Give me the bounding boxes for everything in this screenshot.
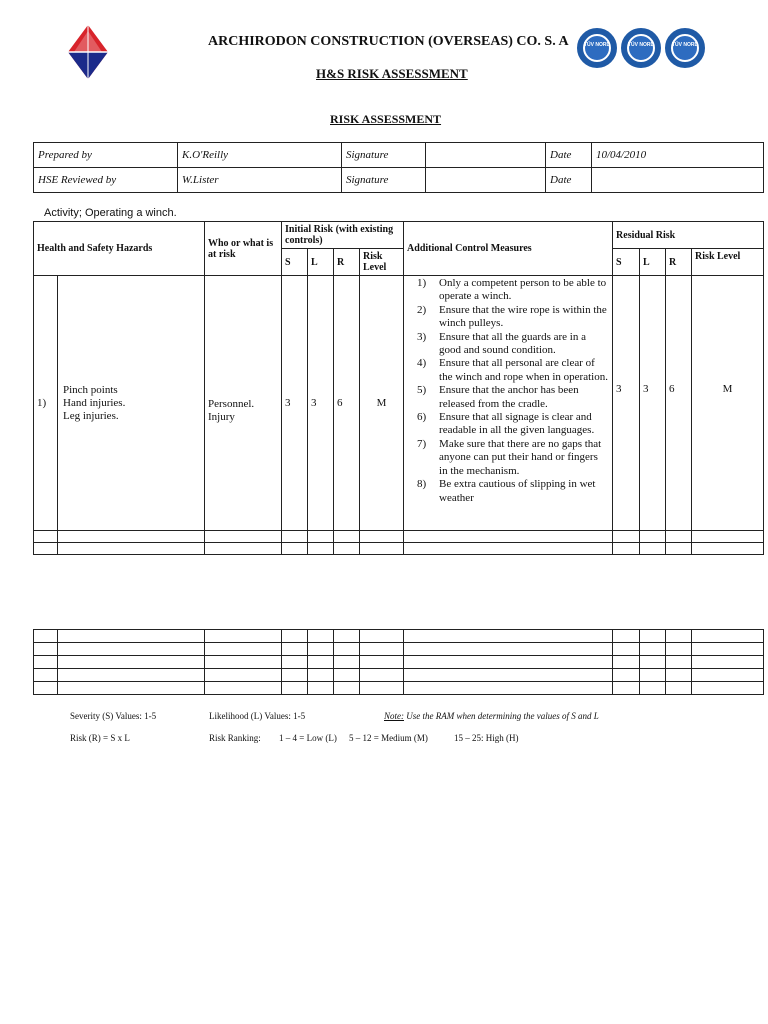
date-label: Date [546, 168, 592, 193]
cert-badge-icon: TÜV NORD [665, 28, 705, 68]
table-row [34, 531, 764, 543]
section-title: RISK ASSESSMENT [330, 112, 442, 126]
list-item: 1) Only a competent person to be able to operate a winch. [417, 277, 607, 303]
initial-risk-header: Initial Risk (with existing controls) [282, 222, 404, 249]
who-header: Who or what is at risk [205, 222, 282, 276]
hazard-item: Leg injuries. [63, 409, 119, 422]
preparation-table [33, 142, 764, 193]
date-value[interactable] [592, 168, 764, 193]
likelihood-legend: Likelihood (L) Values: 1-5 [209, 711, 306, 721]
measures-list [407, 277, 609, 505]
init-level-value: M [360, 276, 404, 531]
res-level-value: M [692, 276, 764, 531]
list-item: 6) Ensure that all signage is clear and readable in all the given languages. [417, 411, 595, 437]
blank-table [33, 629, 764, 695]
res-l-value: 3 [640, 276, 666, 531]
init-r-value: 6 [334, 276, 360, 531]
risk-high: 15 – 25: High (H) [454, 733, 519, 743]
reviewed-row [34, 168, 764, 193]
cert-badge-icon: TÜV NORD [621, 28, 661, 68]
risk-low: 1 – 4 = Low (L) [279, 733, 337, 743]
signature-label: Signature [342, 168, 426, 193]
init-l-header: L [308, 249, 334, 276]
res-level-header: Risk Level [692, 249, 764, 276]
prepared-by-label: Prepared by [34, 143, 178, 168]
init-l-value: 3 [308, 276, 334, 531]
risk-medium: 5 – 12 = Medium (M) [349, 733, 428, 743]
company-logo [68, 25, 108, 79]
init-s-header: S [282, 249, 308, 276]
reviewed-by-value: W.Lister [178, 168, 342, 193]
res-r-header: R [666, 249, 692, 276]
table-row [34, 669, 764, 682]
list-item: 2) Ensure that the wire rope is within the winch pulleys. [417, 303, 607, 330]
cert-badge-icon: TÜV NORD [577, 28, 617, 68]
reviewed-by-label: HSE Reviewed by [34, 168, 178, 193]
note-text: Use the RAM when determining the values of S and L [406, 711, 599, 721]
residual-risk-header: Residual Risk [613, 222, 764, 249]
date-label: Date [546, 143, 592, 168]
table-row [34, 630, 764, 643]
date-value: 10/04/2010 [592, 143, 764, 168]
init-r-header: R [334, 249, 360, 276]
signature-field[interactable] [426, 168, 546, 193]
init-level-header: Risk Level [360, 249, 404, 276]
table-row [34, 656, 764, 669]
hazards-cell [58, 276, 205, 531]
hazard-item: Pinch points [63, 383, 118, 396]
row-number: 1) [34, 276, 58, 531]
document-subtitle: H&S RISK ASSESSMENT [316, 66, 468, 81]
severity-legend: Severity (S) Values: 1-5 [70, 711, 157, 721]
table-row [34, 543, 764, 555]
who-item: Personnel. [208, 398, 255, 410]
note-legend [384, 711, 599, 721]
prepared-row [34, 143, 764, 168]
hazards-header: Health and Safety Hazards [34, 222, 205, 276]
activity-label: Activity; Operating a winch. [44, 207, 177, 219]
risk-table [33, 221, 764, 555]
list-item: 7) Make sure that there are no gaps that anyone can put their hand or fingers in the mechanism. [417, 437, 602, 477]
who-item: Injury [208, 411, 235, 423]
list-item: 5) Ensure that the anchor has been released from the cradle. [417, 384, 579, 410]
risk-ranking-label: Risk Ranking: [209, 733, 261, 743]
who-cell [205, 276, 282, 531]
measures-cell [404, 276, 613, 531]
signature-label: Signature [342, 143, 426, 168]
res-s-value: 3 [613, 276, 640, 531]
hazard-item: Hand injuries. [63, 396, 126, 409]
measures-header: Additional Control Measures [404, 222, 613, 276]
list-item: 3) Ensure that all the guards are in a good and sound condition. [417, 330, 586, 357]
list-item: 4) Ensure that all personal are clear of the winch and rope when in operation. [417, 357, 608, 383]
list-item: 8) Be extra cautious of slipping in wet weather [417, 478, 596, 504]
risk-formula: Risk (R) = S x L [70, 733, 130, 743]
signature-field[interactable] [426, 143, 546, 168]
init-s-value: 3 [282, 276, 308, 531]
table-row [34, 643, 764, 656]
note-label: Note: [384, 711, 404, 721]
res-l-header: L [640, 249, 666, 276]
company-name: ARCHIRODON CONSTRUCTION (OVERSEAS) CO. S. A [208, 34, 569, 49]
header-row [34, 222, 764, 249]
res-r-value: 6 [666, 276, 692, 531]
res-s-header: S [613, 249, 640, 276]
prepared-by-value: K.O'Reilly [178, 143, 342, 168]
table-row [34, 682, 764, 695]
table-row [34, 276, 764, 531]
